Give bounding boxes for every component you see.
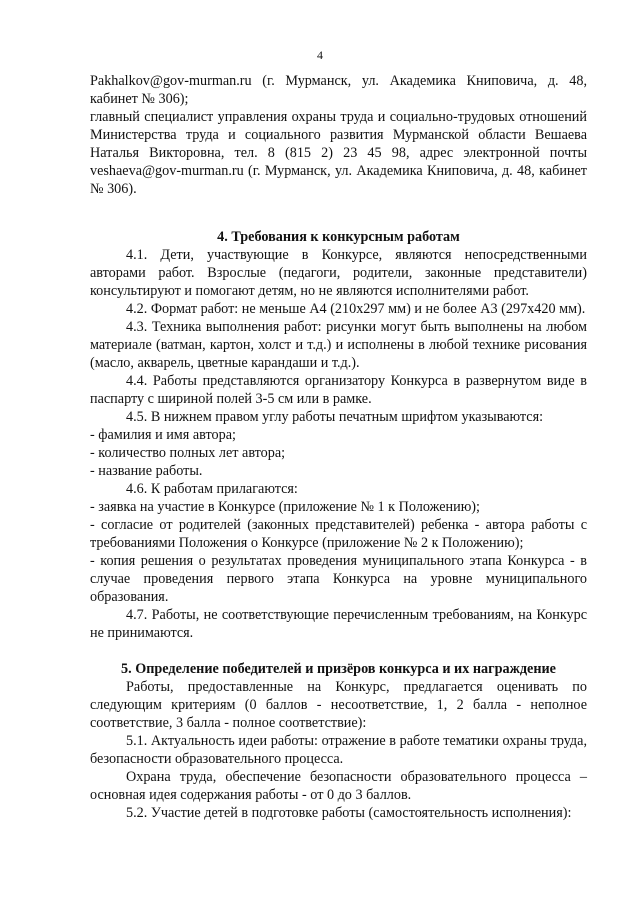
list-item: Работы, предоставленные на Конкурс, предлагается оценивать по следующим критериям (0 баллов - несоответствие, 1, 2 балла - неполное соответствие, 3 балла - полное соответствие): [90,679,587,731]
section-4-heading: 4. Требования к конкурсным работам [217,229,460,245]
list-item: 5.1. Актуальность идеи работы: отражение в работе тематики охраны труда, безопасности образовательного процесса. [90,733,587,767]
list-item: - количество полных лет автора; [90,445,286,461]
section-5-heading: 5. Определение победителей и призёров конкурса и их награждение [121,661,556,677]
list-item: - согласие от родителей (законных представителей) ребенка - автора работы с требованиями Положения о Конкурсе (приложение № 2 к Положению); [90,517,587,551]
list-item: 4.7. Работы, не соответствующие перечисленным требованиям, на Конкурс не принимаются. [90,607,587,641]
page-number: 4 [317,48,323,62]
list-item: 4.1. Дети, участвующие в Конкурсе, являются непосредственными авторами работ. Взрослые (педагоги, родители, законные представители) консультируют и помогают детям, но не являются исполнителями работ. [90,247,587,299]
list-item: 4.6. К работам прилагаются: [126,481,298,497]
list-item: - название работы. [90,463,203,479]
contact-paragraph: Pakhalkov@gov-murman.ru (г. Мурманск, ул. Академика Книповича, д. 48, кабинет № 306); [90,73,587,107]
contact-paragraph: главный специалист управления охраны труда и социально-трудовых отношений Министерства труда и социального развития Мурманской области Вешаева Наталья Викторовна, тел. 8 (815 2) 23 45 98, адрес электронной почты veshaeva@gov-murman.ru (г. Мурманск, ул. Академика Книповича, д. 48, кабинет № 306). [90,109,587,197]
list-item: 4.5. В нижнем правом углу работы печатным шрифтом указываются: [126,409,544,425]
document-body [90,72,587,822]
list-item: 5.2. Участие детей в подготовке работы (самостоятельность исполнения): [126,805,572,821]
list-item: 4.3. Техника выполнения работ: рисунки могут быть выполнены на любом материале (ватман, картон, холст и т.д.) и исполнены в любой технике рисования (масло, акварель, цветные карандаши и т.д.). [90,319,587,371]
list-item: 4.4. Работы представляются организатору Конкурса в развернутом виде в паспарту с шириной полей 3-5 см или в рамке. [90,373,587,407]
list-item: Охрана труда, обеспечение безопасности образовательного процесса – основная идея содержания работы - от 0 до 3 баллов. [90,769,587,803]
list-item: - фамилия и имя автора; [90,427,236,443]
list-item: 4.2. Формат работ: не меньше А4 (210х297 мм) и не более А3 (297х420 мм). [126,301,586,317]
list-item: - копия решения о результатах проведения муниципального этапа Конкурса - в случае проведения первого этапа Конкурса на уровне муниципального образования. [90,553,587,605]
list-item: - заявка на участие в Конкурсе (приложение № 1 к Положению); [90,499,480,515]
